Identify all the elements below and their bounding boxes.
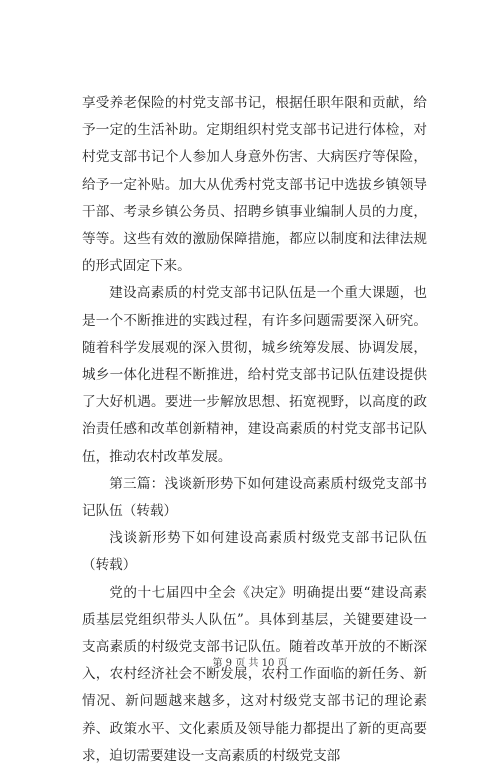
- page-footer: 第 9 页 共 10 页: [212, 658, 288, 669]
- paragraph-5: 党的十七届四中全会《决定》明确提出要“建设高素质基层党组织带头人队伍”。具体到基层，关键要建设一支高素质的村级党支部书记队伍。随着改革开放的不断深入，农村经济社会不断发展，农村工作面临的新任务、新情况、新问题越来越多，这对村级党支部书记的理论素养、政策水平、文化素质及领导能力都提出了新的更高要求，迫切需要建设一支高素质的村级党支部: [82, 584, 427, 764]
- section-heading: 第三篇：浅谈新形势下如何建设高素质村级党支部书记队伍（转载）: [82, 475, 427, 520]
- article-title: 浅谈新形势下如何建设高素质村级党支部书记队伍（转载）: [82, 530, 427, 574]
- paragraph-1: 享受养老保险的村党支部书记，根据任职年限和贡献，给予一定的生活补助。定期组织村党支部书记进行体检，对村党支部书记个人参加人身意外伤害、大病医疗等保险，给予一定补贴。加大从优秀村党支部书记中选拔乡镇领导干部、考录乡镇公务员、招聘乡镇事业编制人员的力度，等等。这些有效的激励保障措施，都应以制度和法律法规的形式固定下来。: [82, 95, 427, 275]
- paragraph-2: 建设高素质的村党支部书记队伍是一个重大课题，也是一个不断推进的实践过程，有许多问题需要深入研究。随着科学发展观的深入贯彻，城乡统筹发展、协调发展，城乡一体化进程不断推进，给村党支部书记队伍建设提供了大好机遇。要进一步解放思想、拓宽视野，以高度的政治责任感和改革创新精神，建设高素质的村党支部书记队伍，推动农村改革发展。: [82, 285, 427, 465]
